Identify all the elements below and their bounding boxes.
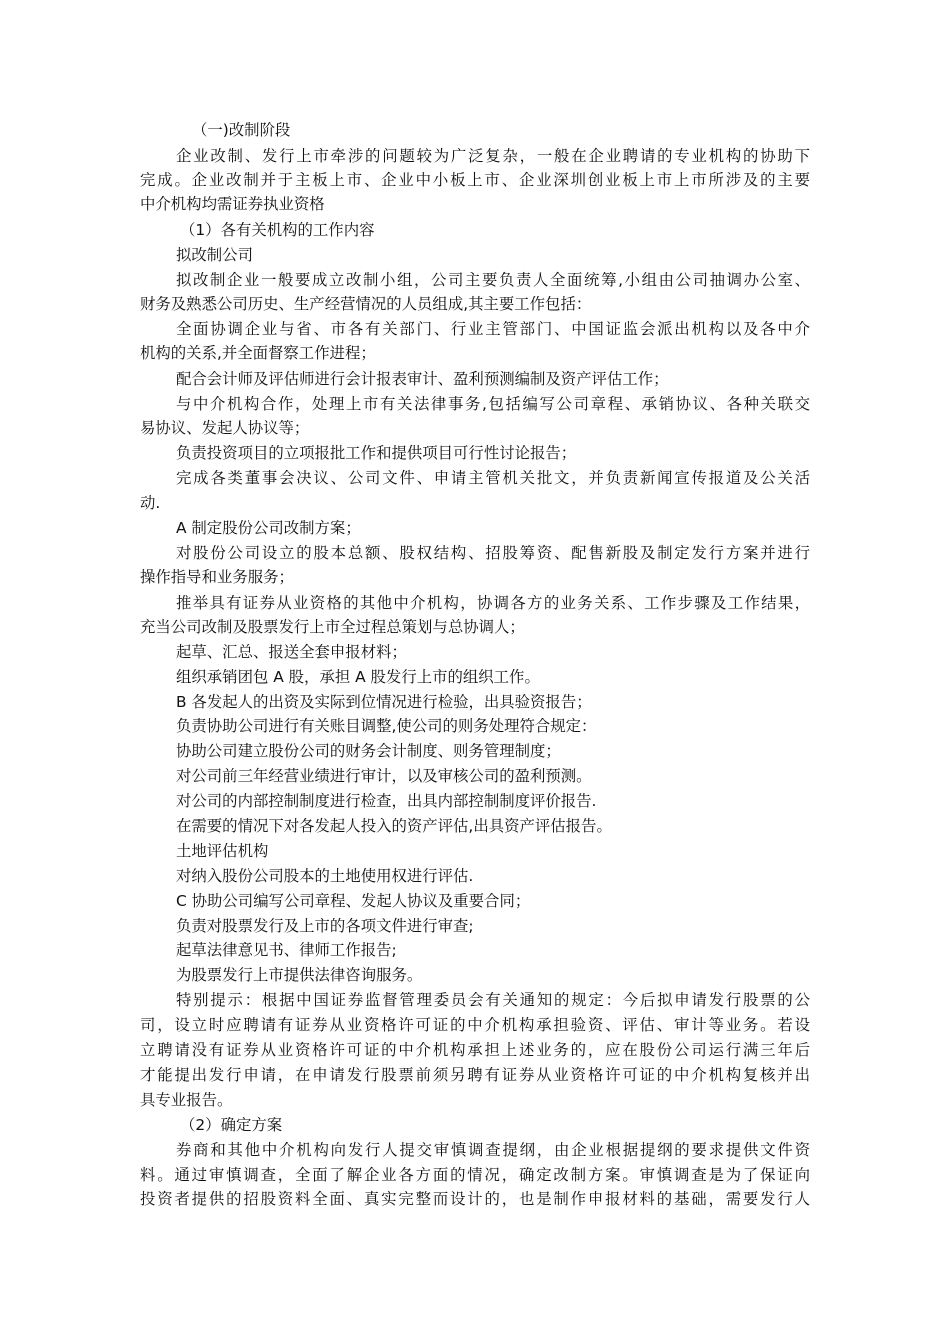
text-line: 对股份公司设立的股本总额、股权结构、招股筹资、配售新股及制定发行方案并进行 xyxy=(176,544,810,562)
text-line: 与中介机构合作，处理上市有关法律事务,包括编写公司章程、承销协议、各种关联交 xyxy=(176,395,810,413)
text-line: 司，设立时应聘请有证券从业资格许可证的中介机构承担验资、评估、审计等业务。若设 xyxy=(140,1016,810,1034)
text-line: 全面协调企业与省、市各有关部门、行业主管部门、中国证监会派出机构以及各中介 xyxy=(176,320,810,338)
text-line: 拟改制企业一般要成立改制小组，公司主要负责人全面统筹,小组由公司抽调办公室、 xyxy=(176,271,810,289)
text-line: 推举具有证券从业资格的其他中介机构，协调各方的业务关系、工作步骤及工作结果， xyxy=(176,594,810,612)
text-line: 操作指导和业务服务； xyxy=(140,568,294,586)
text-line: 中介机构均需证券执业资格 xyxy=(140,195,325,213)
text-line: 起草、汇总、报送全套申报材料； xyxy=(176,643,407,661)
text-line: 对公司前三年经营业绩进行审计，以及审核公司的盈利预测。 xyxy=(176,767,592,785)
text-line: 特别提示：根据中国证券监督管理委员会有关通知的规定：今后拟申请发行股票的公 xyxy=(176,991,810,1009)
text-line: 易协议、发起人协议等； xyxy=(140,419,310,437)
text-line: 配合会计师及评估师进行会计报表审计、盈利预测编制及资产评估工作； xyxy=(176,370,669,388)
text-line: A 制定股份公司改制方案； xyxy=(176,519,361,537)
text-line: （2）确定方案 xyxy=(180,1116,283,1134)
text-line: 协助公司建立股份公司的财务会计制度、则务管理制度； xyxy=(176,742,561,760)
text-line: 负责投资项目的立项报批工作和提供项目可行性讨论报告； xyxy=(176,444,577,462)
text-line: 企业改制、发行上市牵涉的问题较为广泛复杂，一般在企业聘请的专业机构的协助下 xyxy=(176,147,810,165)
text-line: 组织承销团包 A 股，承担 A 股发行上市的组织工作。 xyxy=(176,668,540,686)
text-line: 对纳入股份公司股本的土地使用权进行评估. xyxy=(176,867,474,885)
text-line: 才能提出发行申请，在申请发行股票前须另聘有证券从业资格许可证的中介机构复核并出 xyxy=(140,1066,810,1084)
text-line: 投资者提供的招股资料全面、真实完整而设计的，也是制作申报材料的基础，需要发行人 xyxy=(140,1190,810,1208)
text-line: 立聘请没有证券从业资格许可证的中介机构承担上述业务的，应在股份公司运行满三年后 xyxy=(140,1041,810,1059)
text-line: 券商和其他中介机构向发行人提交审慎调查提纲，由企业根据提纲的要求提供文件资 xyxy=(176,1141,810,1159)
text-line: 拟改制公司 xyxy=(176,246,253,264)
text-line: 在需要的情况下对各发起人投入的资产评估,出具资产评估报告。 xyxy=(176,817,612,835)
text-line: B 各发起人的出资及实际到位情况进行检验，出具验资报告； xyxy=(176,693,592,711)
text-line: 料。通过审慎调查，全面了解企业各方面的情况，确定改制方案。审慎调查是为了保证向 xyxy=(140,1166,810,1184)
text-line: 对公司的内部控制制度进行检查，出具内部控制制度评价报告. xyxy=(176,792,597,810)
text-line: 充当公司改制及股票发行上市全过程总策划与总协调人； xyxy=(140,618,525,636)
text-line: 负责协助公司进行有关账目调整,使公司的则务处理符合规定： xyxy=(176,717,597,735)
text-line: C 协助公司编写公司章程、发起人协议及重要合同； xyxy=(176,892,531,910)
text-line: 土地评估机构 xyxy=(176,842,269,860)
text-line: 完成。企业改制并于主板上市、企业中小板上市、企业深圳创业板上市上市所涉及的主要 xyxy=(140,171,810,189)
text-line: 负责对股票发行及上市的各项文件进行审查; xyxy=(176,917,474,935)
text-line: （一)改制阶段 xyxy=(192,121,291,139)
text-line: 动. xyxy=(140,494,161,512)
text-line: 财务及熟悉公司历史、生产经营情况的人员组成,其主要工作包括： xyxy=(140,295,592,313)
text-line: 为股票发行上市提供法律咨询服务。 xyxy=(176,966,423,984)
text-line: 完成各类董事会决议、公司文件、申请主管机关批文，并负责新闻宣传报道及公关活 xyxy=(176,469,810,487)
text-line: 起草法律意见书、律师工作报告; xyxy=(176,941,397,959)
text-line: 具专业报告。 xyxy=(140,1091,233,1109)
text-line: 机构的关系,并全面督察工作进程； xyxy=(140,344,376,362)
text-line: （1）各有关机构的工作内容 xyxy=(180,221,375,239)
